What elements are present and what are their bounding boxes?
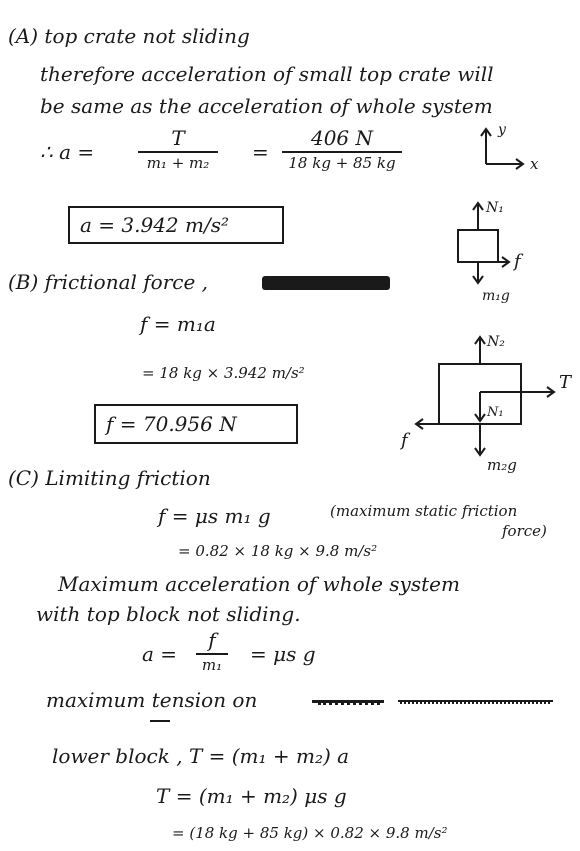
- top-crate-box: [458, 230, 498, 262]
- static-friction-note-2: force): [502, 522, 547, 540]
- fraction-denominator: 18 kg + 85 kg: [288, 154, 396, 172]
- part-c-heading: (C) Limiting friction: [8, 466, 211, 490]
- strikethrough-small: [150, 720, 170, 722]
- weight-label: m₁g: [482, 288, 510, 304]
- fraction-friction-over-mass: [196, 630, 228, 673]
- fraction-numerator: 406 N: [310, 126, 374, 150]
- fraction-tension-over-mass: [138, 128, 218, 171]
- fraction-denominator: m₁ + m₂: [146, 154, 210, 172]
- tension-eq-2: = (18 kg + 85 kg) × 0.82 × 9.8 m/s²: [172, 824, 448, 842]
- result-box-friction: [94, 404, 298, 444]
- limiting-friction-eq-2: = 0.82 × 18 kg × 9.8 m/s²: [178, 542, 378, 560]
- part-a-line-2: be same as the acceleration of whole system: [40, 94, 493, 118]
- result-box-acceleration: [68, 206, 284, 244]
- friction-force-2-label: f: [401, 430, 408, 451]
- scribbled-out-text: [262, 276, 390, 290]
- normal-force-2-label: N₂: [487, 334, 505, 350]
- axes-sketch: [470, 122, 550, 172]
- friction-force-label: f: [514, 251, 521, 272]
- normal-force-label: N₁: [486, 200, 504, 216]
- fraction-denominator: m₁: [201, 656, 223, 674]
- friction-eq-1: f = m₁a: [140, 312, 216, 336]
- strikethrough-line: [398, 700, 553, 702]
- fraction-bar: [138, 151, 218, 153]
- part-a-line-1: therefore acceleration of small top crate will: [40, 62, 494, 86]
- tension-eq-1: T = (m₁ + m₂) μs g: [156, 784, 347, 808]
- fraction-bar: [282, 151, 402, 153]
- max-acc-suffix: = μs g: [250, 642, 316, 666]
- fraction-numerator: T: [171, 126, 185, 150]
- friction-result: f = 70.956 N: [106, 412, 237, 436]
- free-body-diagram-top-crate: [440, 196, 550, 306]
- tension-label: T: [559, 372, 572, 393]
- acceleration-eq-prefix: ∴ a =: [40, 140, 95, 164]
- free-body-diagram-lower-crate: [395, 330, 580, 480]
- fraction-numeric-values: [282, 128, 402, 171]
- x-axis-label: x: [530, 155, 539, 173]
- part-c-line-2: with top block not sliding.: [36, 602, 301, 626]
- part-a-heading: (A) top crate not sliding: [8, 24, 250, 48]
- crossed-out-word: [318, 690, 380, 705]
- static-friction-note: (maximum static friction: [330, 502, 518, 520]
- limiting-friction-eq-1: f = μs m₁ g: [158, 504, 271, 528]
- part-c-line-4: lower block , T = (m₁ + m₂) a: [52, 744, 350, 768]
- part-b-heading: (B) frictional force ,: [8, 270, 209, 294]
- fraction-bar: [196, 653, 228, 655]
- weight-2-label: m₂g: [487, 456, 517, 474]
- normal-force-1-label: N₁: [487, 405, 504, 420]
- acceleration-result: a = 3.942 m/s²: [80, 213, 229, 237]
- friction-eq-2: = 18 kg × 3.942 m/s²: [142, 364, 305, 382]
- part-c-line-1: Maximum acceleration of whole system: [58, 572, 460, 596]
- max-acc-prefix: a =: [142, 642, 178, 666]
- equals-sign: =: [252, 140, 269, 164]
- part-c-line-3: maximum tension on: [46, 688, 258, 712]
- fraction-numerator: f: [208, 628, 216, 652]
- y-axis-label: y: [498, 122, 506, 138]
